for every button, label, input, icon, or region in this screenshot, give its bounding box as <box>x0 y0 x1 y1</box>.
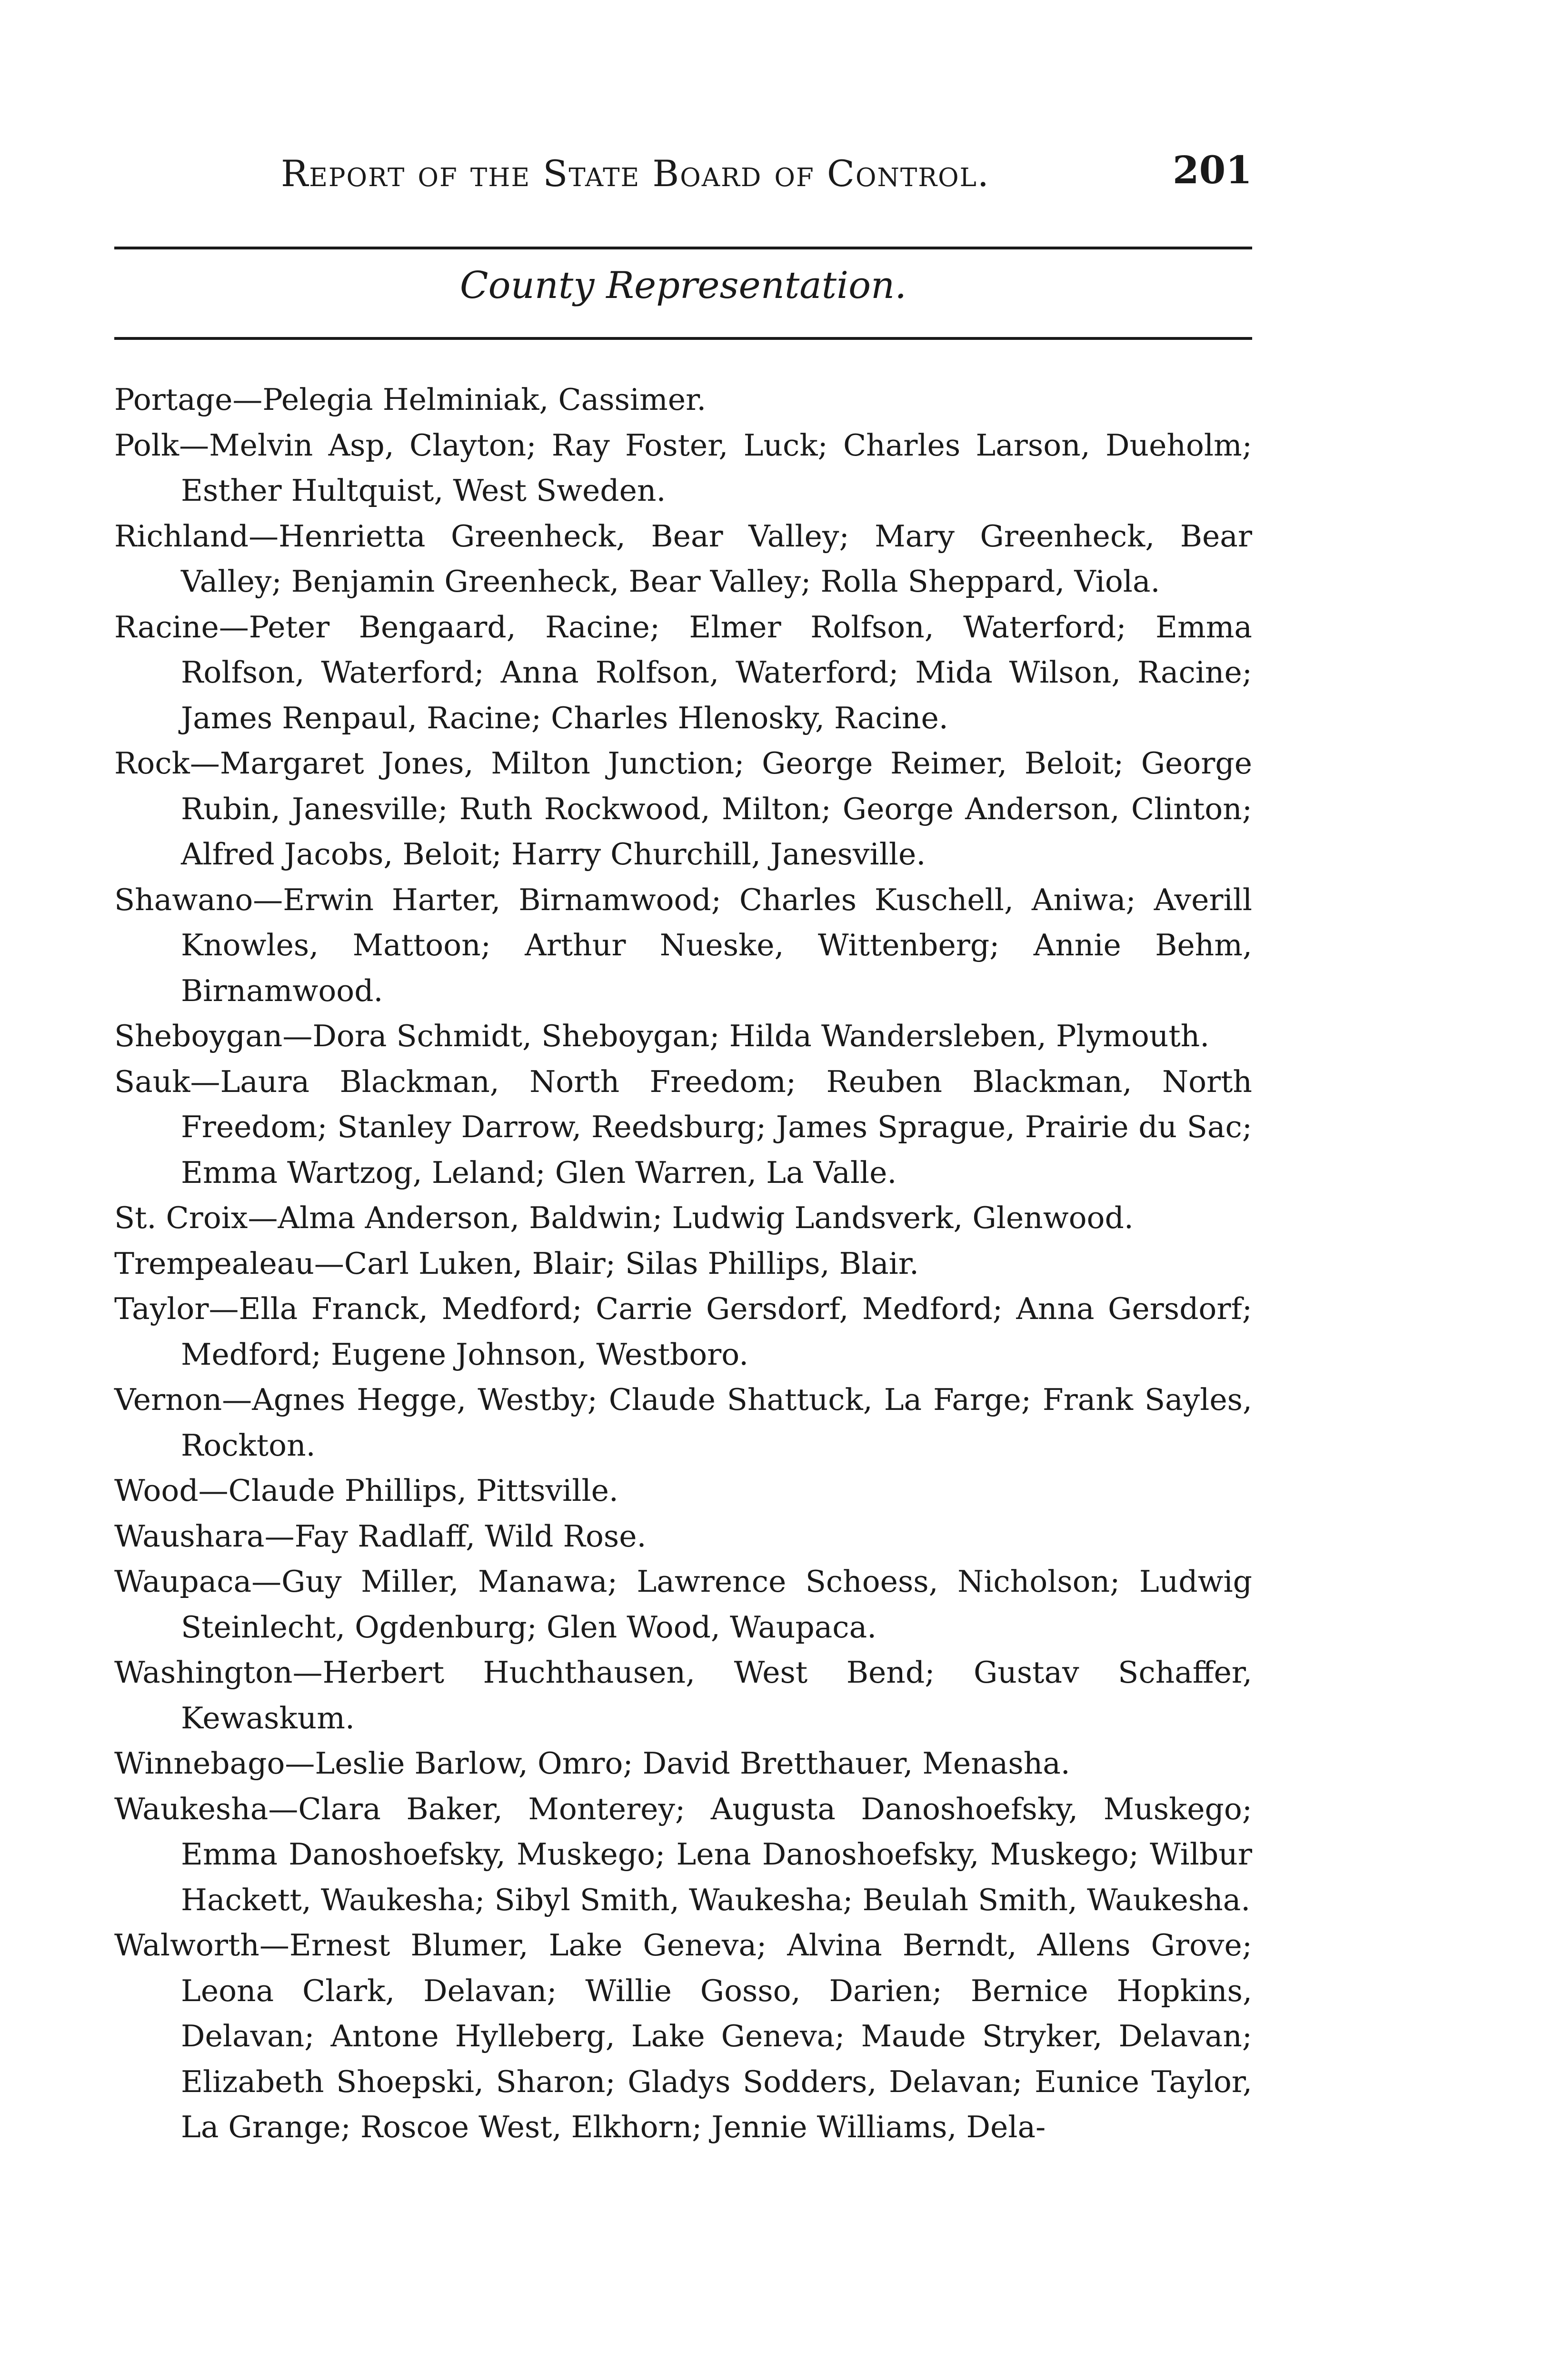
representatives: Peter Bengaard, Racine; Elmer Rolfson, Waterford; Emma Rolfson, Waterford; Anna Rolfson, Waterford; Mida Wilson, Racine; James Renpaul, Racine; Charles Hlenosky, Racine. <box>181 609 1252 735</box>
county-name: Shawano <box>114 882 253 917</box>
county-entry: Shawano—Erwin Harter, Birnamwood; Charles Kuschell, Aniwa; Averill Knowles, Mattoon; Arthur Nueske, Wittenberg; Annie Behm, Birnamwood. <box>114 882 1252 1008</box>
county-entry: Waupaca—Guy Miller, Manawa; Lawrence Schoess, Nicholson; Ludwig Steinlecht, Ogdenburg; Glen Wood, Waupaca. <box>114 1564 1252 1645</box>
county-name: Waushara <box>114 1518 265 1554</box>
county-entry: Racine—Peter Bengaard, Racine; Elmer Rolfson, Waterford; Emma Rolfson, Waterford; Anna Rolfson, Waterford; Mida Wilson, Racine; James Renpaul, Racine; Charles Hlenosky, Racine. <box>114 609 1252 735</box>
county-name: St. Croix <box>114 1200 248 1235</box>
representatives: Agnes Hegge, Westby; Claude Shattuck, La Farge; Frank Sayles, Rockton. <box>181 1382 1252 1463</box>
page-number: 201 <box>1173 148 1252 192</box>
county-entry: Portage—Pelegia Helminiak, Cassimer. <box>114 382 707 417</box>
representatives: Alma Anderson, Baldwin; Ludwig Landsverk, Glenwood. <box>278 1200 1134 1235</box>
county-name: Waupaca <box>114 1564 252 1599</box>
county-entry-list <box>114 377 1252 2150</box>
county-name: Sheboygan <box>114 1019 283 1053</box>
county-name: Racine <box>114 609 219 645</box>
county-name: Taylor <box>114 1291 209 1326</box>
county-entry: Sauk—Laura Blackman, North Freedom; Reuben Blackman, North Freedom; Stanley Darrow, Reedsburg; James Sprague, Prairie du Sac; Emma Wartzog, Leland; Glen Warren, La Valle. <box>114 1064 1252 1190</box>
representatives: Margaret Jones, Milton Junction; George Reimer, Beloit; George Rubin, Janesville; Ruth Rockwood, Milton; George Anderson, Clinton; Alfred Jacobs, Beloit; Harry Churchill, Janesville. <box>181 746 1252 872</box>
county-entry: Walworth—Ernest Blumer, Lake Geneva; Alvina Berndt, Allens Grove; Leona Clark, Delavan; Willie Gosso, Darien; Bernice Hopkins, Delavan; Antone Hylleberg, Lake Geneva; Maude Stryker, Delavan; Elizabeth Shoepski, Sharon; Gladys Sodders, Delavan; Eunice Taylor, La Grange; Roscoe West, Elkhorn; Jennie Williams, Dela- <box>114 1928 1252 2144</box>
representatives: Herbert Huchthausen, West Bend; Gustav Schaffer, Kewaskum. <box>181 1655 1252 1735</box>
county-name: Winnebago <box>114 1746 285 1781</box>
county-entry: Trempealeau—Carl Luken, Blair; Silas Phillips, Blair. <box>114 1246 919 1281</box>
bottom-rule <box>114 337 1252 340</box>
page-header <box>114 143 1252 209</box>
county-name: Polk <box>114 427 179 463</box>
county-entry: St. Croix—Alma Anderson, Baldwin; Ludwig Landsverk, Glenwood. <box>114 1200 1134 1235</box>
county-entry: Rock—Margaret Jones, Milton Junction; George Reimer, Beloit; George Rubin, Janesville; Ruth Rockwood, Milton; George Anderson, Clinton; Alfred Jacobs, Beloit; Harry Churchill, Janesville. <box>114 746 1252 872</box>
county-entry: Wood—Claude Phillips, Pittsville. <box>114 1473 618 1508</box>
representatives: Melvin Asp, Clayton; Ray Foster, Luck; Charles Larson, Dueholm; Esther Hultquist, West Sweden. <box>181 427 1252 508</box>
representatives: Laura Blackman, North Freedom; Reuben Blackman, North Freedom; Stanley Darrow, Reedsburg; James Sprague, Prairie du Sac; Emma Wartzog, Leland; Glen Warren, La Valle. <box>181 1064 1252 1190</box>
representatives: Pelegia Helminiak, Cassimer. <box>262 382 707 417</box>
county-name: Rock <box>114 746 190 781</box>
representatives: Claude Phillips, Pittsville. <box>228 1473 618 1508</box>
representatives: Ella Franck, Medford; Carrie Gersdorf, Medford; Anna Gersdorf; Medford; Eugene Johnson, Westboro. <box>181 1291 1252 1372</box>
county-name: Vernon <box>114 1382 222 1417</box>
county-name: Walworth <box>114 1928 259 1963</box>
representatives: Clara Baker, Monterey; Augusta Danoshoefsky, Muskego; Emma Danoshoefsky, Muskego; Lena Danoshoefsky, Muskego; Wilbur Hackett, Waukesha; Sibyl Smith, Waukesha; Beulah Smith, Waukesha. <box>181 1791 1252 1917</box>
representatives: Leslie Barlow, Omro; David Bretthauer, Menasha. <box>315 1746 1070 1781</box>
county-entry: Washington—Herbert Huchthausen, West Bend; Gustav Schaffer, Kewaskum. <box>114 1655 1252 1735</box>
county-name: Waukesha <box>114 1791 269 1826</box>
county-entry: Waukesha—Clara Baker, Monterey; Augusta Danoshoefsky, Muskego; Emma Danoshoefsky, Muskego; Lena Danoshoefsky, Muskego; Wilbur Hackett, Waukesha; Sibyl Smith, Waukesha; Beulah Smith, Waukesha. <box>114 1791 1252 1917</box>
representatives: Ernest Blumer, Lake Geneva; Alvina Berndt, Allens Grove; Leona Clark, Delavan; Willie Gosso, Darien; Bernice Hopkins, Delavan; Antone Hylleberg, Lake Geneva; Maude Stryker, Delavan; Elizabeth Shoepski, Sharon; Gladys Sodders, Delavan; Eunice Taylor, La Grange; Roscoe West, Elkhorn; Jennie Williams, Dela- <box>181 1928 1252 2144</box>
county-entry: Polk—Melvin Asp, Clayton; Ray Foster, Luck; Charles Larson, Dueholm; Esther Hultquist, West Sweden. <box>114 427 1252 508</box>
county-entry: Waushara—Fay Radlaff, Wild Rose. <box>114 1518 647 1554</box>
county-entry: Sheboygan—Dora Schmidt, Sheboygan; Hilda Wandersleben, Plymouth. <box>114 1019 1210 1053</box>
county-name: Portage <box>114 382 233 417</box>
county-entry: Richland—Henrietta Greenheck, Bear Valley; Mary Greenheck, Bear Valley; Benjamin Greenheck, Bear Valley; Rolla Sheppard, Viola. <box>114 518 1252 599</box>
representatives: Erwin Harter, Birnamwood; Charles Kuschell, Aniwa; Averill Knowles, Mattoon; Arthur Nueske, Wittenberg; Annie Behm, Birnamwood. <box>181 882 1252 1008</box>
county-entry: Taylor—Ella Franck, Medford; Carrie Gersdorf, Medford; Anna Gersdorf; Medford; Eugene Johnson, Westboro. <box>114 1291 1252 1372</box>
county-name: Trempealeau <box>114 1246 314 1281</box>
top-rule <box>114 247 1252 249</box>
representatives: Carl Luken, Blair; Silas Phillips, Blair. <box>344 1246 919 1281</box>
representatives: Guy Miller, Manawa; Lawrence Schoess, Nicholson; Ludwig Steinlecht, Ogdenburg; Glen Wood, Waupaca. <box>181 1564 1252 1645</box>
county-name: Wood <box>114 1473 199 1508</box>
county-name: Washington <box>114 1655 293 1690</box>
representatives: Fay Radlaff, Wild Rose. <box>294 1518 647 1554</box>
county-name: Sauk <box>114 1064 190 1099</box>
representatives: Henrietta Greenheck, Bear Valley; Mary Greenheck, Bear Valley; Benjamin Greenheck, Bear Valley; Rolla Sheppard, Viola. <box>181 518 1252 599</box>
representatives: Dora Schmidt, Sheboygan; Hilda Wandersleben, Plymouth. <box>312 1019 1210 1053</box>
county-entry: Winnebago—Leslie Barlow, Omro; David Bretthauer, Menasha. <box>114 1746 1070 1781</box>
county-name: Richland <box>114 518 249 554</box>
county-entry: Vernon—Agnes Hegge, Westby; Claude Shattuck, La Farge; Frank Sayles, Rockton. <box>114 1382 1252 1463</box>
running-title: Report of the State Board of Control. <box>281 152 990 195</box>
section-title: County Representation. <box>459 264 907 307</box>
